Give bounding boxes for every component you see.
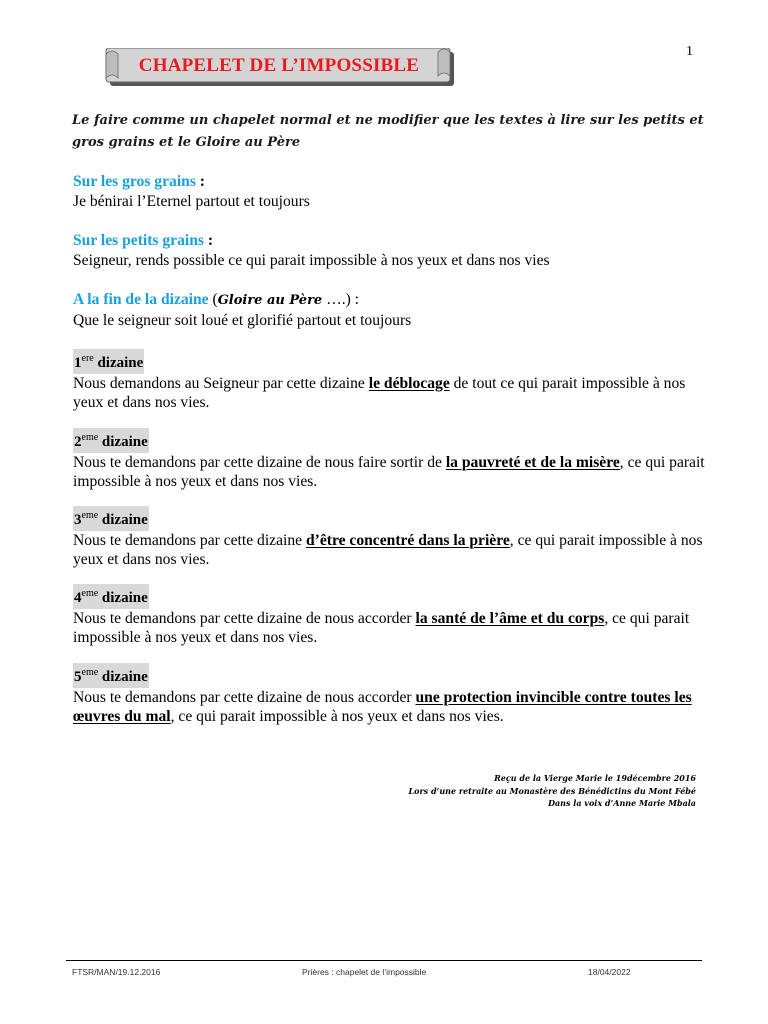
- petits-grains-heading: Sur les petits grains: [73, 232, 204, 249]
- dizaine-3: [73, 506, 713, 570]
- footer-reference: FTSR/MAN/19.12.2016: [72, 967, 161, 977]
- fin-dizaine-paren-open: (: [208, 291, 218, 308]
- dizaine-heading: 4eme dizaine: [73, 584, 149, 609]
- petits-grains-colon: :: [203, 232, 214, 249]
- dizaine-heading: 5eme dizaine: [73, 663, 149, 688]
- dizaine-text: Nous te demandons par cette dizaine de nous accorder une protection invincible contre toutes les œuvres du mal, ce qui parait impossible à nos yeux et dans nos vies.: [73, 688, 692, 725]
- dizaine-5: [73, 663, 713, 727]
- dizaine-text: Nous te demandons par cette dizaine de nous accorder la santé de l’âme et du corps, ce qui parait impossible à nos yeux et dans nos vies.: [73, 609, 690, 646]
- gros-grains-text: Je bénirai l’Eternel partout et toujours: [73, 192, 310, 210]
- section-petits-grains: [73, 231, 713, 270]
- gros-grains-colon: :: [195, 173, 205, 190]
- dizaine-intention: la pauvreté et de la misère: [445, 453, 620, 471]
- fin-dizaine-text: Que le seigneur soit loué et glorifié partout et toujours: [73, 311, 412, 329]
- attribution: [409, 772, 697, 810]
- footer-title: Prières : chapelet de l’impossible: [302, 967, 427, 977]
- dizaine-1: [73, 349, 713, 413]
- section-gros-grains: [73, 172, 713, 211]
- attribution-line: Reçu de la Vierge Marie le 19décembre 2016: [494, 773, 696, 783]
- dizaine-intention: le déblocage: [368, 374, 450, 392]
- gloire-au-pere: Gloire au Père: [217, 293, 323, 308]
- dizaine-heading: 2eme dizaine: [73, 428, 149, 453]
- petits-grains-text: Seigneur, rends possible ce qui parait impossible à nos yeux et dans nos vies: [73, 251, 550, 269]
- footer-divider: [66, 960, 702, 961]
- dizaine-heading: 3eme dizaine: [73, 506, 149, 531]
- dizaine-text: Nous demandons au Seigneur par cette dizaine le déblocage de tout ce qui parait impossible à nos yeux et dans nos vies.: [73, 374, 686, 411]
- dizaine-heading: 1ere dizaine: [73, 349, 144, 374]
- page-number: 1: [686, 44, 693, 59]
- attribution-line: Lors d’une retraite au Monastère des Bénédictins du Mont Fébé: [408, 785, 696, 796]
- dizaine-intention: une protection invincible contre toutes les œuvres du mal: [73, 688, 692, 725]
- dizaine-text: Nous te demandons par cette dizaine d’être concentré dans la prière, ce qui parait impossible à nos yeux et dans nos vies.: [73, 531, 703, 568]
- dizaine-intention: d’être concentré dans la prière: [305, 531, 510, 549]
- footer-date: 18/04/2022: [588, 967, 631, 977]
- section-fin-dizaine: [73, 290, 713, 330]
- title-banner: [104, 48, 454, 86]
- dizaine-intention: la santé de l’âme et du corps: [415, 609, 605, 627]
- fin-dizaine-heading: A la fin de la dizaine: [73, 291, 209, 308]
- dizaine-4: [73, 584, 713, 648]
- attribution-line: Dans la voix d’Anne Marie Mbala: [548, 798, 696, 808]
- page-title: CHAPELET DE L’IMPOSSIBLE: [138, 55, 420, 76]
- gros-grains-heading: Sur les gros grains: [73, 173, 196, 190]
- intro-instruction: Le faire comme un chapelet normal et ne modifier que les textes à lire sur les petits et gros grains et le Gloire au Père: [72, 113, 704, 150]
- fin-dizaine-paren-close: ….) :: [322, 291, 360, 308]
- dizaine-2: [73, 428, 713, 492]
- dizaine-text: Nous te demandons par cette dizaine de nous faire sortir de la pauvreté et de la misère, ce qui parait impossible à nos yeux et dans nos vies.: [73, 453, 705, 490]
